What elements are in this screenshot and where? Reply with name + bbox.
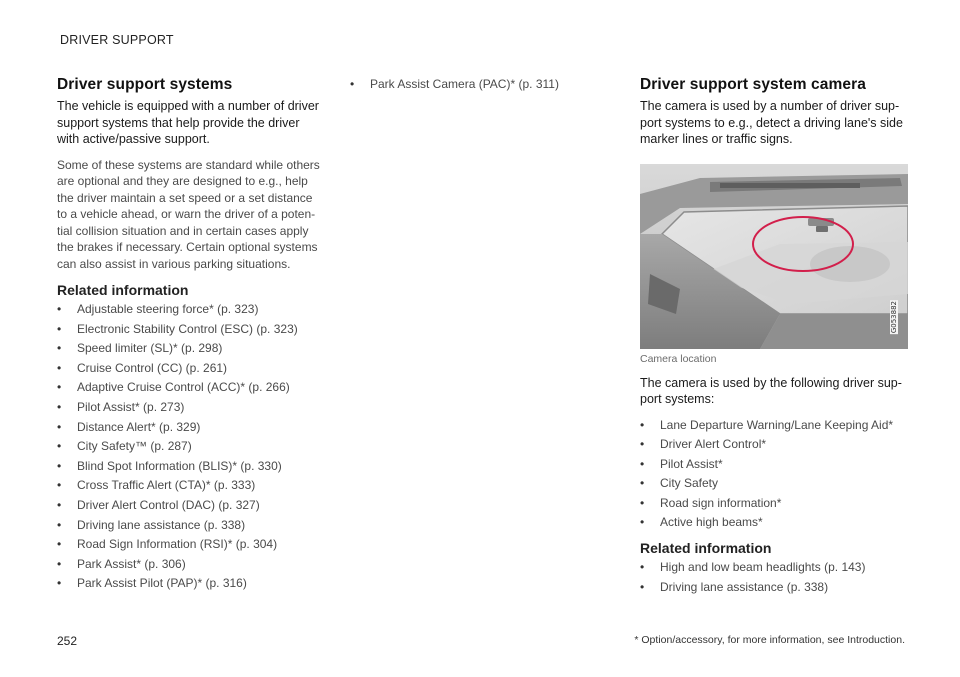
camera-systems-list [640,417,910,531]
figure-caption: Camera location [640,352,717,365]
camera-location-illustration [640,164,908,349]
list-item: • Driver Alert Control* [640,437,767,452]
section-title: Driver support systems [57,76,233,93]
section-title: Driver support system camera [640,76,866,93]
related-info-list [640,559,910,595]
list-item: • Road sign information* [640,495,782,510]
figure-code: G053882 [890,301,898,334]
list-item: • Lane Departure Warning/Lane Keeping Aid* [640,417,894,432]
related-link[interactable]: • Adaptive Cruise Control (ACC)* (p. 266) [57,380,290,395]
related-link[interactable]: • Electronic Stability Control (ESC) (p. 323) [57,321,298,336]
section-header: DRIVER SUPPORT [60,33,174,47]
related-link[interactable]: • Cross Traffic Alert (CTA)* (p. 333) [57,478,256,493]
related-link[interactable]: • Park Assist* (p. 306) [57,556,186,571]
related-info-heading: Related information [57,282,189,298]
right-column [640,76,910,599]
list-item: • City Safety [640,476,719,491]
related-link[interactable]: • Adjustable steering force* (p. 323) [57,302,259,316]
footnote: * Option/accessory, for more information, see Introduction. [634,634,905,646]
middle-column [350,76,615,96]
related-info-list-continued [350,76,615,92]
related-link[interactable]: • Pilot Assist* (p. 273) [57,399,185,414]
related-link[interactable]: • Cruise Control (CC) (p. 261) [57,360,228,375]
related-info-heading: Related information [640,540,772,557]
related-link[interactable]: • Park Assist Pilot (PAP)* (p. 316) [57,576,247,591]
intro-paragraph: The vehicle is equipped with a number of driver support systems that help provide the driver with active/passive support. [57,99,319,146]
list-item: • Pilot Assist* [640,456,723,471]
related-info-list [57,301,322,591]
related-link[interactable]: • Driver Alert Control (DAC) (p. 327) [57,497,260,512]
related-link[interactable]: • Distance Alert* (p. 329) [57,419,201,434]
windshield-illustration [640,164,908,349]
camera-systems-intro: The camera is used by the following driver sup-port systems: [640,375,902,406]
intro-paragraph: The camera is used by a number of driver sup-port systems to e.g., detect a driving lane's side marker lines or traffic signs. [640,99,903,146]
related-link[interactable]: • High and low beam headlights (p. 143) [640,560,866,575]
page-number: 252 [57,634,78,648]
left-column [57,76,322,595]
related-link[interactable]: • Speed limiter (SL)* (p. 298) [57,341,223,356]
body-paragraph: Some of these systems are standard while others are optional and they are designed to e.g., help the driver maintain a set speed or a set distance to a vehicle ahead, or warn the driver of a poten-tial collision situation and in certain cases apply the brakes if necessary. Certain optional systems can also assist in various parking situations. [57,157,320,271]
related-link[interactable]: • City Safety™ (p. 287) [57,439,192,454]
related-link[interactable]: • Driving lane assistance (p. 338) [57,517,246,532]
related-link[interactable]: • Park Assist Camera (PAC)* (p. 311) [350,77,559,91]
related-link[interactable]: • Road Sign Information (RSI)* (p. 304) [57,537,278,552]
list-item: • Active high beams* [640,515,763,530]
related-link[interactable]: • Driving lane assistance (p. 338) [640,580,829,595]
related-link[interactable]: • Blind Spot Information (BLIS)* (p. 330) [57,458,282,473]
